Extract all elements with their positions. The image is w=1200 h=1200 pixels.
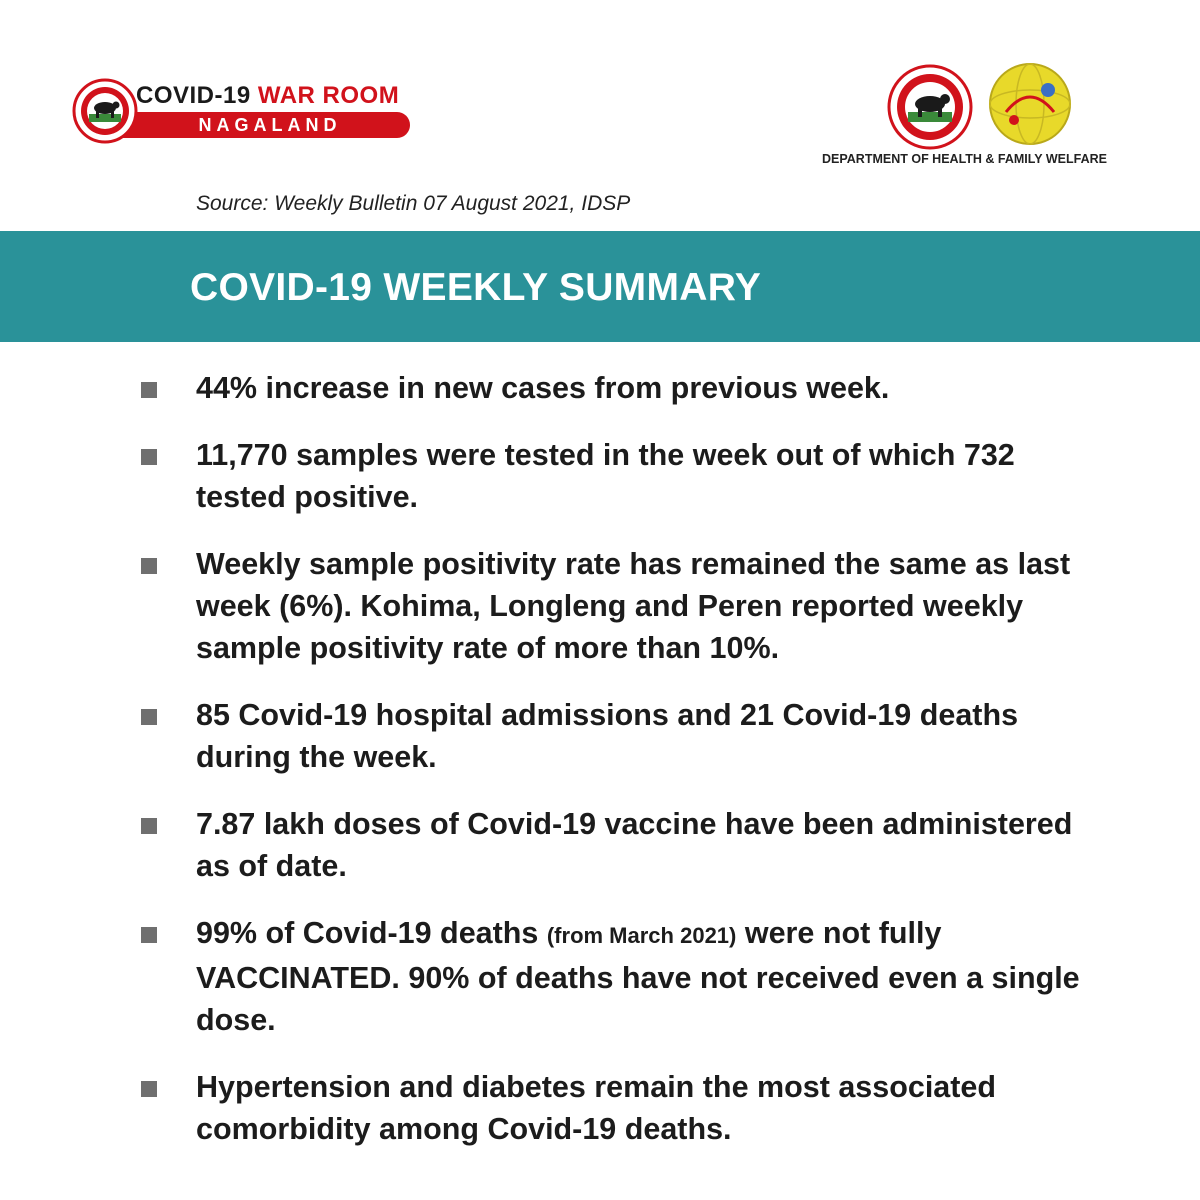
list-item: [0, 434, 1086, 518]
list-item: [0, 1066, 1086, 1150]
square-bullet-icon: [141, 382, 157, 398]
source-line: Source: Weekly Bulletin 07 August 2021, IDSP: [196, 192, 631, 215]
list-item: [0, 912, 1086, 1041]
warroom-title-part1: COVID-19: [136, 82, 251, 109]
nagaland-government-seal-icon: [887, 64, 973, 150]
list-item-text: 11,770 samples were tested in the week out of which 732 tested positive.: [196, 438, 1015, 514]
summary-list: [0, 367, 1200, 1175]
list-item-text-after: were not fully VACCINATED. 90% of deaths have not received even a single dose.: [196, 916, 1080, 1037]
list-item-text: 85 Covid-19 hospital admissions and 21 Covid-19 deaths during the week.: [196, 698, 1019, 774]
list-item: [0, 694, 1086, 778]
square-bullet-icon: [141, 818, 157, 834]
list-item-text-before: 99% of Covid-19 deaths: [196, 916, 539, 950]
square-bullet-icon: [141, 449, 157, 465]
warroom-subtitle: NAGALAND: [198, 114, 342, 135]
warroom-title-part2: WAR ROOM: [257, 82, 400, 109]
warroom-title: [136, 82, 399, 110]
list-item-text: 44% increase in new cases from previous week.: [196, 371, 890, 405]
header-band: [0, 231, 1200, 342]
nagaland-seal-icon: [72, 78, 138, 144]
department-label: DEPARTMENT OF HEALTH & FAMILY WELFARE: [822, 152, 1107, 166]
list-item: [0, 543, 1086, 669]
list-item-text: Weekly sample positivity rate has remained the same as last week (6%). Kohima, Longleng and Peren reported weekly sample positivity rate of more than 10%.: [196, 547, 1071, 665]
list-item: [0, 367, 1086, 409]
list-item-text: 7.87 lakh doses of Covid-19 vaccine have been administered as of date.: [196, 807, 1073, 883]
warroom-logo: [72, 78, 400, 144]
list-item-text: Hypertension and diabetes remain the most associated comorbidity among Covid-19 deaths.: [196, 1070, 997, 1146]
square-bullet-icon: [141, 558, 157, 574]
list-item-text-small: (from March 2021): [546, 923, 737, 948]
list-item: [0, 803, 1086, 887]
idsp-nagaland-logo-icon: [988, 62, 1072, 146]
square-bullet-icon: [141, 927, 157, 943]
warroom-banner: [112, 112, 410, 138]
square-bullet-icon: [141, 1081, 157, 1097]
square-bullet-icon: [141, 709, 157, 725]
page-title: COVID-19 WEEKLY SUMMARY: [190, 266, 762, 309]
